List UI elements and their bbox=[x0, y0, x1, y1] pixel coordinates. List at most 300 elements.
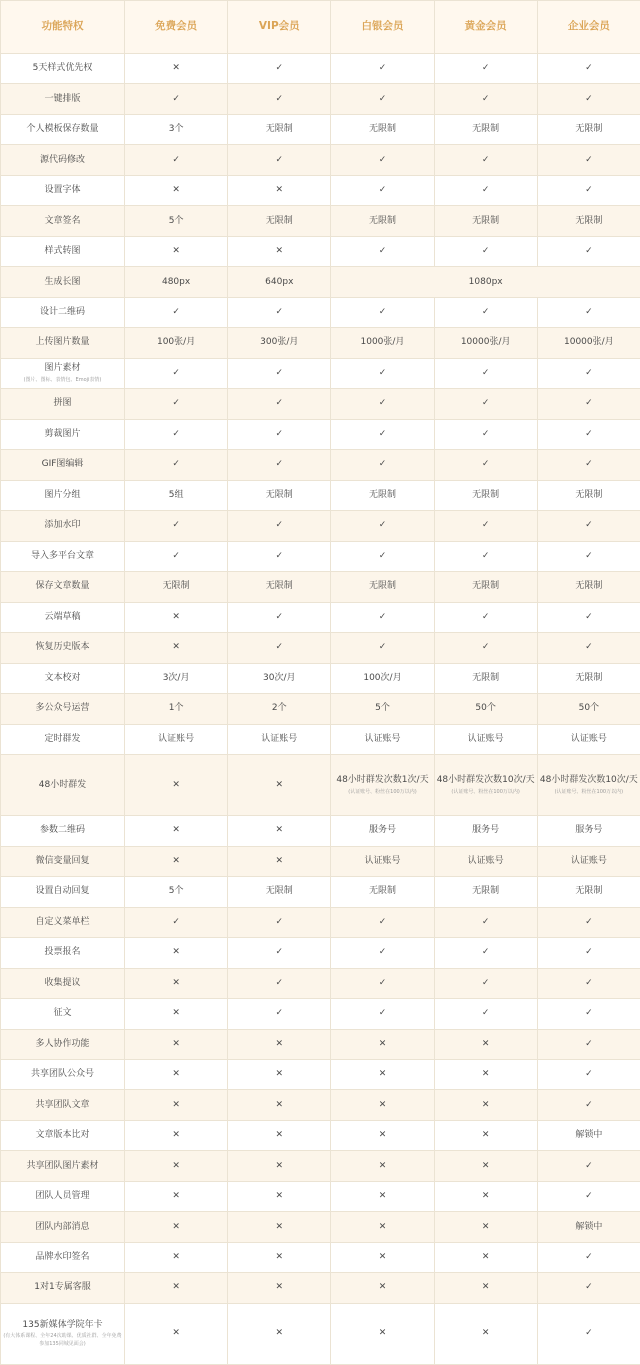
cell-value bbox=[537, 755, 640, 816]
cross-icon: ✕ bbox=[331, 1059, 434, 1089]
header-free: 免费会员 bbox=[125, 1, 228, 54]
check-icon: ✓ bbox=[228, 633, 331, 663]
check-icon: ✓ bbox=[331, 541, 434, 571]
feature-label-text: 生成长图 bbox=[44, 276, 81, 287]
cross-icon: ✕ bbox=[228, 816, 331, 846]
cross-icon: ✕ bbox=[125, 633, 228, 663]
table-row bbox=[1, 724, 640, 754]
cross-icon: ✕ bbox=[434, 1120, 537, 1150]
check-icon: ✓ bbox=[228, 511, 331, 541]
check-icon: ✓ bbox=[537, 1059, 640, 1089]
feature-label-text: 个人模板保存数量 bbox=[26, 124, 99, 135]
cross-icon: ✕ bbox=[228, 1120, 331, 1150]
check-icon: ✓ bbox=[125, 450, 228, 480]
table-row bbox=[1, 1090, 640, 1120]
table-row bbox=[1, 419, 640, 449]
feature-label bbox=[1, 938, 125, 968]
cell-value: 100张/月 bbox=[125, 328, 228, 358]
cross-icon: ✕ bbox=[125, 1242, 228, 1272]
feature-label bbox=[1, 1090, 125, 1120]
cross-icon: ✕ bbox=[331, 1029, 434, 1059]
table-row bbox=[1, 1242, 640, 1272]
check-icon: ✓ bbox=[537, 358, 640, 388]
header-feature: 功能特权 bbox=[1, 1, 125, 54]
cross-icon: ✕ bbox=[125, 1120, 228, 1150]
feature-label bbox=[1, 54, 125, 84]
header-row bbox=[1, 1, 640, 54]
feature-label bbox=[1, 663, 125, 693]
cell-value: 无限制 bbox=[228, 877, 331, 907]
feature-label-text: 定时群发 bbox=[44, 733, 81, 744]
cross-icon: ✕ bbox=[228, 1242, 331, 1272]
cross-icon: ✕ bbox=[228, 1303, 331, 1364]
cell-value: 3次/月 bbox=[125, 663, 228, 693]
cell-value: 无限制 bbox=[434, 663, 537, 693]
check-icon: ✓ bbox=[331, 297, 434, 327]
feature-label bbox=[1, 175, 125, 205]
table-row bbox=[1, 572, 640, 602]
feature-label bbox=[1, 602, 125, 632]
check-icon: ✓ bbox=[537, 419, 640, 449]
cross-icon: ✕ bbox=[228, 1273, 331, 1303]
cross-icon: ✕ bbox=[331, 1242, 434, 1272]
cross-icon: ✕ bbox=[331, 1273, 434, 1303]
cell-main-text: 48小时群发次数10次/天 bbox=[539, 774, 638, 785]
cell-value: 无限制 bbox=[228, 114, 331, 144]
check-icon: ✓ bbox=[537, 1029, 640, 1059]
table-row bbox=[1, 54, 640, 84]
cross-icon: ✕ bbox=[125, 938, 228, 968]
table-row bbox=[1, 236, 640, 266]
cell-value: 1个 bbox=[125, 694, 228, 724]
table-row bbox=[1, 938, 640, 968]
table-row bbox=[1, 511, 640, 541]
feature-label bbox=[1, 1029, 125, 1059]
feature-label-text: 云端草稿 bbox=[44, 611, 81, 622]
cross-icon: ✕ bbox=[228, 175, 331, 205]
table-body bbox=[1, 54, 640, 1365]
cell-value: 无限制 bbox=[434, 114, 537, 144]
cross-icon: ✕ bbox=[331, 1212, 434, 1242]
header-vip: VIP会员 bbox=[228, 1, 331, 54]
cell-value: 5个 bbox=[125, 877, 228, 907]
table-row bbox=[1, 877, 640, 907]
feature-label bbox=[1, 907, 125, 937]
check-icon: ✓ bbox=[537, 1242, 640, 1272]
table-row bbox=[1, 602, 640, 632]
feature-label bbox=[1, 114, 125, 144]
feature-label-text: 样式转图 bbox=[44, 246, 81, 257]
table-row bbox=[1, 1303, 640, 1364]
check-icon: ✓ bbox=[434, 145, 537, 175]
header-enterprise: 企业会员 bbox=[537, 1, 640, 54]
cell-value: 10000张/月 bbox=[434, 328, 537, 358]
cell-value: 无限制 bbox=[537, 572, 640, 602]
table-row bbox=[1, 1181, 640, 1211]
check-icon: ✓ bbox=[434, 54, 537, 84]
cell-value: 解锁中 bbox=[537, 1120, 640, 1150]
cell-value: 无限制 bbox=[434, 877, 537, 907]
table-row bbox=[1, 145, 640, 175]
cell-main-text: 48小时群发次数10次/天 bbox=[436, 774, 535, 785]
cross-icon: ✕ bbox=[125, 999, 228, 1029]
table-row bbox=[1, 541, 640, 571]
cell-value: 服务号 bbox=[434, 816, 537, 846]
check-icon: ✓ bbox=[434, 358, 537, 388]
feature-label bbox=[1, 267, 125, 297]
check-icon: ✓ bbox=[537, 633, 640, 663]
check-icon: ✓ bbox=[125, 145, 228, 175]
check-icon: ✓ bbox=[434, 633, 537, 663]
cell-note: (认证账号、粉丝在100万以内) bbox=[451, 789, 520, 795]
check-icon: ✓ bbox=[537, 1181, 640, 1211]
check-icon: ✓ bbox=[537, 999, 640, 1029]
feature-label-text: 收集提议 bbox=[44, 977, 81, 988]
cell-value: 1000张/月 bbox=[331, 328, 434, 358]
cross-icon: ✕ bbox=[434, 1029, 537, 1059]
feature-label bbox=[1, 511, 125, 541]
check-icon: ✓ bbox=[537, 602, 640, 632]
cross-icon: ✕ bbox=[228, 1029, 331, 1059]
cross-icon: ✕ bbox=[228, 236, 331, 266]
feature-label-text: 恢复历史版本 bbox=[35, 642, 90, 653]
cross-icon: ✕ bbox=[125, 755, 228, 816]
feature-label-text: 上传图片数量 bbox=[35, 337, 90, 348]
table-row bbox=[1, 1029, 640, 1059]
check-icon: ✓ bbox=[537, 938, 640, 968]
feature-label-text: 团队内部消息 bbox=[35, 1221, 90, 1232]
feature-label-text: 共享团队公众号 bbox=[30, 1069, 94, 1080]
check-icon: ✓ bbox=[537, 1303, 640, 1364]
check-icon: ✓ bbox=[537, 1273, 640, 1303]
cross-icon: ✕ bbox=[125, 1151, 228, 1181]
check-icon: ✓ bbox=[125, 511, 228, 541]
feature-label-text: 一键排版 bbox=[44, 93, 81, 104]
feature-label-text: 投票报名 bbox=[44, 947, 81, 958]
table-row bbox=[1, 755, 640, 816]
check-icon: ✓ bbox=[228, 938, 331, 968]
cross-icon: ✕ bbox=[125, 816, 228, 846]
check-icon: ✓ bbox=[434, 389, 537, 419]
check-icon: ✓ bbox=[537, 541, 640, 571]
cell-value: 5个 bbox=[125, 206, 228, 236]
check-icon: ✓ bbox=[537, 236, 640, 266]
feature-label bbox=[1, 968, 125, 998]
feature-label bbox=[1, 1059, 125, 1089]
feature-label-text: 设置自动回复 bbox=[35, 886, 90, 897]
cross-icon: ✕ bbox=[228, 1151, 331, 1181]
cell-value: 无限制 bbox=[331, 114, 434, 144]
check-icon: ✓ bbox=[228, 968, 331, 998]
cell-value: 100次/月 bbox=[331, 663, 434, 693]
cell-value: 无限制 bbox=[228, 206, 331, 236]
feature-label-text: 保存文章数量 bbox=[35, 581, 90, 592]
check-icon: ✓ bbox=[537, 297, 640, 327]
cell-value: 认证账号 bbox=[434, 846, 537, 876]
feature-label bbox=[1, 572, 125, 602]
feature-label bbox=[1, 1181, 125, 1211]
cross-icon: ✕ bbox=[434, 1212, 537, 1242]
header-silver: 白银会员 bbox=[331, 1, 434, 54]
feature-label bbox=[1, 206, 125, 236]
check-icon: ✓ bbox=[434, 907, 537, 937]
check-icon: ✓ bbox=[228, 358, 331, 388]
table-row bbox=[1, 907, 640, 937]
check-icon: ✓ bbox=[228, 145, 331, 175]
feature-label-text: 多公众号运营 bbox=[35, 703, 90, 714]
feature-label bbox=[1, 999, 125, 1029]
table-row bbox=[1, 84, 640, 114]
check-icon: ✓ bbox=[331, 419, 434, 449]
check-icon: ✓ bbox=[125, 419, 228, 449]
check-icon: ✓ bbox=[537, 450, 640, 480]
cross-icon: ✕ bbox=[434, 1303, 537, 1364]
feature-label-text: 图片素材 bbox=[44, 363, 81, 374]
check-icon: ✓ bbox=[228, 419, 331, 449]
feature-label bbox=[1, 816, 125, 846]
cell-value: 480px bbox=[125, 267, 228, 297]
feature-label-text: 设计二维码 bbox=[39, 306, 85, 317]
feature-label bbox=[1, 1303, 125, 1364]
cross-icon: ✕ bbox=[434, 1242, 537, 1272]
feature-label-text: 文章版本比对 bbox=[35, 1130, 90, 1141]
cell-value: 无限制 bbox=[331, 572, 434, 602]
feature-label-text: 1对1专属客服 bbox=[34, 1282, 91, 1293]
feature-label-note: (有大体系课程、全年24次助课、优质社群、全年免费参加135同城见面会) bbox=[3, 1333, 122, 1347]
cross-icon: ✕ bbox=[228, 846, 331, 876]
cell-value: 无限制 bbox=[537, 480, 640, 510]
feature-label bbox=[1, 724, 125, 754]
check-icon: ✓ bbox=[331, 84, 434, 114]
feature-label-text: 设置字体 bbox=[44, 185, 81, 196]
feature-label-text: 文章签名 bbox=[44, 215, 81, 226]
cell-value: 认证账号 bbox=[125, 724, 228, 754]
check-icon: ✓ bbox=[434, 236, 537, 266]
table-row bbox=[1, 633, 640, 663]
check-icon: ✓ bbox=[125, 389, 228, 419]
check-icon: ✓ bbox=[537, 54, 640, 84]
check-icon: ✓ bbox=[331, 633, 434, 663]
cell-value: 无限制 bbox=[331, 877, 434, 907]
check-icon: ✓ bbox=[125, 541, 228, 571]
table-row bbox=[1, 328, 640, 358]
cell-value: 3个 bbox=[125, 114, 228, 144]
feature-label bbox=[1, 694, 125, 724]
cross-icon: ✕ bbox=[434, 1181, 537, 1211]
table-row bbox=[1, 1059, 640, 1089]
table-row bbox=[1, 846, 640, 876]
check-icon: ✓ bbox=[537, 389, 640, 419]
cell-note: (认证账号、粉丝在100万以内) bbox=[348, 789, 417, 795]
feature-label bbox=[1, 419, 125, 449]
cell-value: 无限制 bbox=[537, 663, 640, 693]
table-row bbox=[1, 358, 640, 388]
check-icon: ✓ bbox=[434, 541, 537, 571]
feature-label bbox=[1, 480, 125, 510]
cross-icon: ✕ bbox=[125, 1212, 228, 1242]
feature-label bbox=[1, 236, 125, 266]
cell-value: 服务号 bbox=[331, 816, 434, 846]
feature-label-text: 共享团队图片素材 bbox=[26, 1160, 99, 1171]
table-row bbox=[1, 968, 640, 998]
cell-value: 认证账号 bbox=[537, 846, 640, 876]
feature-label-text: 源代码修改 bbox=[39, 154, 85, 165]
feature-label bbox=[1, 328, 125, 358]
feature-label bbox=[1, 1151, 125, 1181]
check-icon: ✓ bbox=[537, 84, 640, 114]
feature-label-text: 多人协作功能 bbox=[35, 1038, 90, 1049]
check-icon: ✓ bbox=[434, 999, 537, 1029]
cell-value: 认证账号 bbox=[331, 724, 434, 754]
feature-label-text: 图片分组 bbox=[44, 489, 81, 500]
check-icon: ✓ bbox=[331, 389, 434, 419]
feature-label-text: 添加水印 bbox=[44, 520, 81, 531]
check-icon: ✓ bbox=[434, 511, 537, 541]
cell-value: 无限制 bbox=[228, 572, 331, 602]
feature-label bbox=[1, 633, 125, 663]
cross-icon: ✕ bbox=[228, 1212, 331, 1242]
check-icon: ✓ bbox=[125, 358, 228, 388]
cross-icon: ✕ bbox=[331, 1120, 434, 1150]
feature-label bbox=[1, 297, 125, 327]
cross-icon: ✕ bbox=[434, 1273, 537, 1303]
cell-value bbox=[434, 755, 537, 816]
feature-label bbox=[1, 846, 125, 876]
feature-label-text: 品牌水印签名 bbox=[35, 1252, 90, 1262]
table-row bbox=[1, 1212, 640, 1242]
check-icon: ✓ bbox=[228, 907, 331, 937]
feature-label-text: 征文 bbox=[53, 1008, 72, 1019]
cross-icon: ✕ bbox=[125, 236, 228, 266]
check-icon: ✓ bbox=[228, 602, 331, 632]
check-icon: ✓ bbox=[537, 145, 640, 175]
cell-value: 300张/月 bbox=[228, 328, 331, 358]
cell-value: 无限制 bbox=[537, 877, 640, 907]
cell-value: 10000张/月 bbox=[537, 328, 640, 358]
cell-value: 无限制 bbox=[331, 480, 434, 510]
feature-label bbox=[1, 1120, 125, 1150]
cross-icon: ✕ bbox=[125, 1029, 228, 1059]
table-row bbox=[1, 450, 640, 480]
cell-value: 5组 bbox=[125, 480, 228, 510]
cell-value: 5个 bbox=[331, 694, 434, 724]
cross-icon: ✕ bbox=[331, 1181, 434, 1211]
table-row bbox=[1, 389, 640, 419]
check-icon: ✓ bbox=[537, 1151, 640, 1181]
cell-value: 2个 bbox=[228, 694, 331, 724]
check-icon: ✓ bbox=[537, 1090, 640, 1120]
cell-value: 无限制 bbox=[434, 480, 537, 510]
feature-label-text: 导入多平台文章 bbox=[30, 550, 94, 561]
cross-icon: ✕ bbox=[228, 1090, 331, 1120]
cell-value: 1080px bbox=[331, 267, 640, 297]
cell-value: 无限制 bbox=[125, 572, 228, 602]
cell-value: 无限制 bbox=[434, 206, 537, 236]
cross-icon: ✕ bbox=[125, 1059, 228, 1089]
table-row bbox=[1, 267, 640, 297]
feature-label-text: 团队人员管理 bbox=[35, 1191, 90, 1202]
check-icon: ✓ bbox=[228, 450, 331, 480]
table-row bbox=[1, 1151, 640, 1181]
cross-icon: ✕ bbox=[331, 1303, 434, 1364]
table-row bbox=[1, 816, 640, 846]
check-icon: ✓ bbox=[228, 999, 331, 1029]
check-icon: ✓ bbox=[228, 297, 331, 327]
cross-icon: ✕ bbox=[125, 1273, 228, 1303]
cell-value: 解锁中 bbox=[537, 1212, 640, 1242]
check-icon: ✓ bbox=[331, 511, 434, 541]
check-icon: ✓ bbox=[434, 450, 537, 480]
cell-value: 认证账号 bbox=[228, 724, 331, 754]
feature-label-text: 微信变量回复 bbox=[35, 855, 90, 866]
check-icon: ✓ bbox=[537, 511, 640, 541]
feature-label-text: 自定义菜单栏 bbox=[35, 916, 90, 927]
feature-label-text: 135新媒体学院年卡 bbox=[22, 1319, 103, 1330]
check-icon: ✓ bbox=[434, 419, 537, 449]
cell-value: 640px bbox=[228, 267, 331, 297]
check-icon: ✓ bbox=[434, 602, 537, 632]
cross-icon: ✕ bbox=[125, 54, 228, 84]
cross-icon: ✕ bbox=[125, 1303, 228, 1364]
cell-value: 认证账号 bbox=[434, 724, 537, 754]
cell-value: 无限制 bbox=[434, 572, 537, 602]
check-icon: ✓ bbox=[331, 968, 434, 998]
cell-value: 认证账号 bbox=[331, 846, 434, 876]
table-row bbox=[1, 1273, 640, 1303]
cell-value: 服务号 bbox=[537, 816, 640, 846]
check-icon: ✓ bbox=[331, 602, 434, 632]
table-row bbox=[1, 663, 640, 693]
check-icon: ✓ bbox=[331, 450, 434, 480]
table-row bbox=[1, 175, 640, 205]
table-row bbox=[1, 694, 640, 724]
table-row bbox=[1, 1120, 640, 1150]
check-icon: ✓ bbox=[331, 145, 434, 175]
feature-label-text: 参数二维码 bbox=[39, 825, 85, 836]
table-row bbox=[1, 297, 640, 327]
check-icon: ✓ bbox=[331, 938, 434, 968]
cross-icon: ✕ bbox=[125, 1181, 228, 1211]
cell-value bbox=[331, 755, 434, 816]
feature-label bbox=[1, 1273, 125, 1303]
check-icon: ✓ bbox=[537, 907, 640, 937]
feature-label bbox=[1, 1212, 125, 1242]
feature-label-text: 拼图 bbox=[53, 398, 72, 409]
cell-value: 无限制 bbox=[228, 480, 331, 510]
feature-label-text: GIF图编辑 bbox=[41, 459, 84, 470]
check-icon: ✓ bbox=[434, 84, 537, 114]
feature-label bbox=[1, 877, 125, 907]
feature-label-text: 剪裁图片 bbox=[44, 428, 81, 439]
cross-icon: ✕ bbox=[434, 1059, 537, 1089]
check-icon: ✓ bbox=[331, 358, 434, 388]
feature-label bbox=[1, 755, 125, 816]
cell-value: 30次/月 bbox=[228, 663, 331, 693]
cell-value: 50个 bbox=[434, 694, 537, 724]
feature-label bbox=[1, 358, 125, 388]
check-icon: ✓ bbox=[228, 541, 331, 571]
cross-icon: ✕ bbox=[228, 1059, 331, 1089]
check-icon: ✓ bbox=[228, 389, 331, 419]
check-icon: ✓ bbox=[331, 907, 434, 937]
cross-icon: ✕ bbox=[331, 1090, 434, 1120]
check-icon: ✓ bbox=[537, 968, 640, 998]
feature-label bbox=[1, 541, 125, 571]
check-icon: ✓ bbox=[434, 968, 537, 998]
check-icon: ✓ bbox=[125, 84, 228, 114]
table-row bbox=[1, 114, 640, 144]
feature-label-text: 共享团队文章 bbox=[35, 1099, 90, 1110]
